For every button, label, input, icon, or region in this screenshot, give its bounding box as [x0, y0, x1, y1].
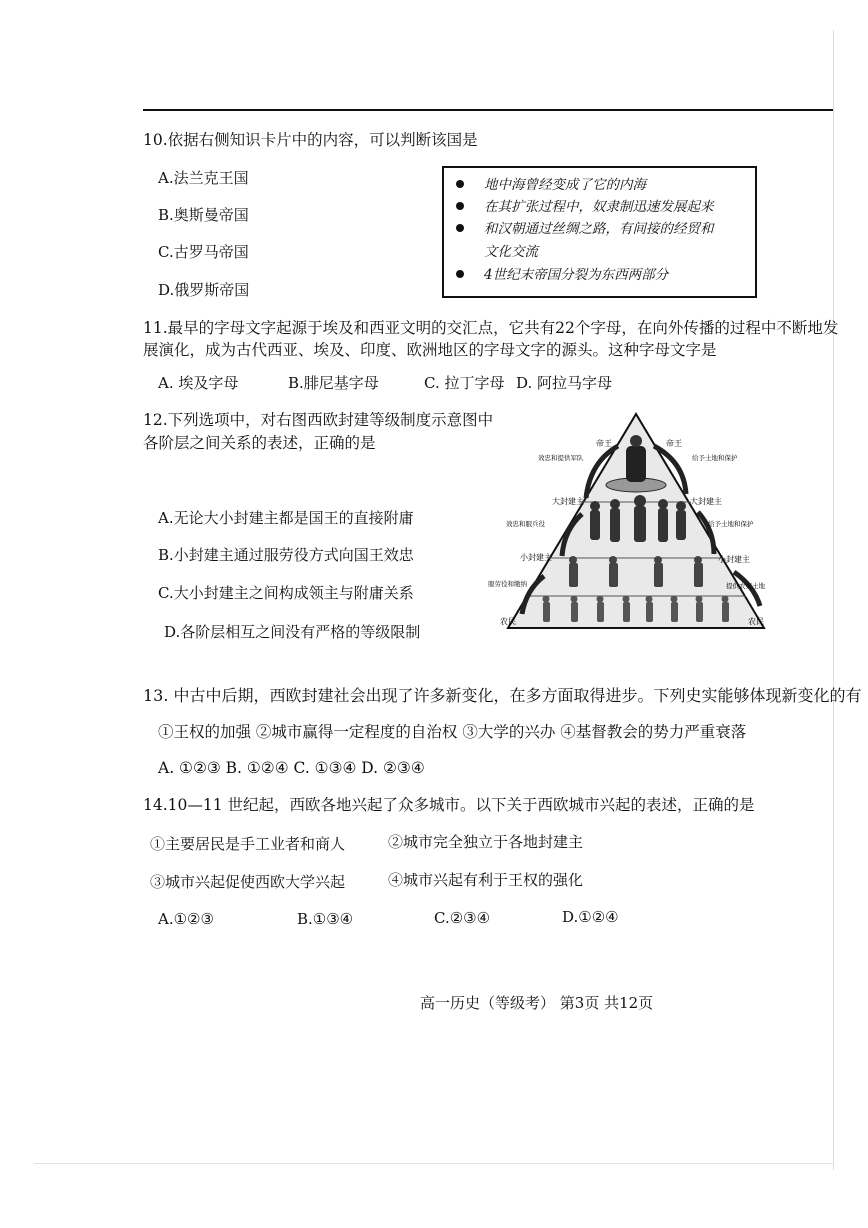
- label-king-right: 帝王: [666, 439, 682, 448]
- q14-item-2: ②城市完全独立于各地封建主: [388, 833, 584, 851]
- q12-stem-line1: 12.下列选项中，对右图西欧封建等级制度示意图中: [143, 411, 494, 429]
- bullet-icon: [456, 224, 464, 232]
- q11-option-d[interactable]: D. 阿拉马字母: [516, 374, 613, 392]
- q12-option-d[interactable]: D.各阶层相互之间没有严格的等级限制: [164, 623, 421, 641]
- label-king-left: 帝王: [596, 439, 612, 448]
- feudal-hierarchy-diagram: [486, 410, 786, 636]
- page-bottom-edge: [34, 1163, 834, 1164]
- label-great-left: 大封建主: [552, 497, 584, 506]
- label-great-right: 大封建主: [690, 497, 722, 506]
- label-peasant-left: 农民: [500, 617, 516, 626]
- q11-option-b[interactable]: B.腓尼基字母: [288, 374, 379, 392]
- q14-item-3: ③城市兴起促使西欧大学兴起: [150, 873, 346, 891]
- q12-option-c[interactable]: C.大小封建主之间构成领主与附庸关系: [158, 584, 414, 602]
- q13-stem: 13. 中古中后期，西欧封建社会出现了许多新变化，在多方面取得进步。下列史实能够体现新变化的有: [143, 686, 862, 705]
- q10-option-b[interactable]: B.奥斯曼帝国: [158, 206, 249, 224]
- q10-stem: 10.依据右侧知识卡片中的内容，可以判断该国是: [143, 131, 478, 149]
- label-arrow-left-low: 服劳役和缴纳: [488, 580, 527, 588]
- label-arrow-right-low: 提供农奴土地: [726, 582, 765, 590]
- label-small-right: 小封建主: [718, 555, 750, 564]
- q11-option-a[interactable]: A. 埃及字母: [158, 374, 239, 392]
- q14-option-c[interactable]: C.②③④: [434, 909, 491, 927]
- q11-stem-line2: 展演化，成为古代西亚、埃及、印度、欧洲地区的字母文字的源头。这种字母文字是: [143, 341, 717, 359]
- card-line-5: 4世纪末帝国分裂为东西两部分: [484, 267, 669, 283]
- label-small-left: 小封建主: [520, 553, 552, 562]
- q14-item-1: ①主要居民是手工业者和商人: [150, 835, 346, 853]
- label-arrow-right-top: 给予土地和保护: [692, 454, 738, 462]
- q12-stem-line2: 各阶层之间关系的表述，正确的是: [143, 434, 376, 452]
- label-arrow-left-top: 效忠和提供军队: [538, 454, 584, 462]
- bullet-icon: [456, 270, 464, 278]
- bullet-icon: [456, 202, 464, 210]
- q10-option-c[interactable]: C.古罗马帝国: [158, 243, 249, 261]
- bullet-icon: [456, 180, 464, 188]
- q10-option-a[interactable]: A.法兰克王国: [158, 169, 249, 187]
- q11-option-c[interactable]: C. 拉丁字母: [424, 374, 505, 392]
- q11-stem-line1: 11.最早的字母文字起源于埃及和西亚文明的交汇点，它共有22个字母，在向外传播的过程中不断地发: [143, 319, 839, 337]
- king-figure-icon: [626, 446, 646, 482]
- card-line-2: 在其扩张过程中，奴隶制迅速发展起来: [484, 199, 714, 215]
- q12-option-a[interactable]: A.无论大小封建主都是国王的直接附庸: [158, 509, 414, 527]
- page-edge: [833, 30, 834, 1170]
- q14-stem: 14.10—11 世纪起，西欧各地兴起了众多城市。以下关于西欧城市兴起的表述，正确的是: [143, 796, 755, 814]
- q14-option-b[interactable]: B.①③④: [297, 910, 354, 928]
- label-peasant-right: 农民: [748, 617, 764, 626]
- card-line-1: 地中海曾经变成了它的内海: [484, 177, 646, 193]
- king-head-icon: [630, 435, 642, 447]
- q13-options[interactable]: A. ①②③ B. ①②④ C. ①③④ D. ②③④: [158, 759, 425, 777]
- page-footer: 高一历史（等级考） 第3页 共12页: [420, 994, 654, 1012]
- label-arrow-right-mid: 给予土地和保护: [708, 520, 754, 528]
- header-rule: [143, 109, 833, 111]
- q14-option-d[interactable]: D.①②④: [562, 908, 619, 926]
- q14-option-a[interactable]: A.①②③: [158, 910, 214, 928]
- q13-items: ①王权的加强 ②城市赢得一定程度的自治权 ③大学的兴办 ④基督教会的势力严重衰落: [158, 723, 747, 741]
- q14-item-4: ④城市兴起有利于王权的强化: [388, 871, 584, 889]
- q10-option-d[interactable]: D.俄罗斯帝国: [158, 281, 250, 299]
- card-line-4: 文化交流: [484, 244, 538, 260]
- card-line-3: 和汉朝通过丝绸之路，有间接的经贸和: [484, 221, 714, 237]
- q12-option-b[interactable]: B.小封建主通过服劳役方式向国王效忠: [158, 546, 414, 564]
- label-arrow-left-mid: 效忠和服兵役: [506, 520, 545, 528]
- knowledge-card: [442, 166, 757, 298]
